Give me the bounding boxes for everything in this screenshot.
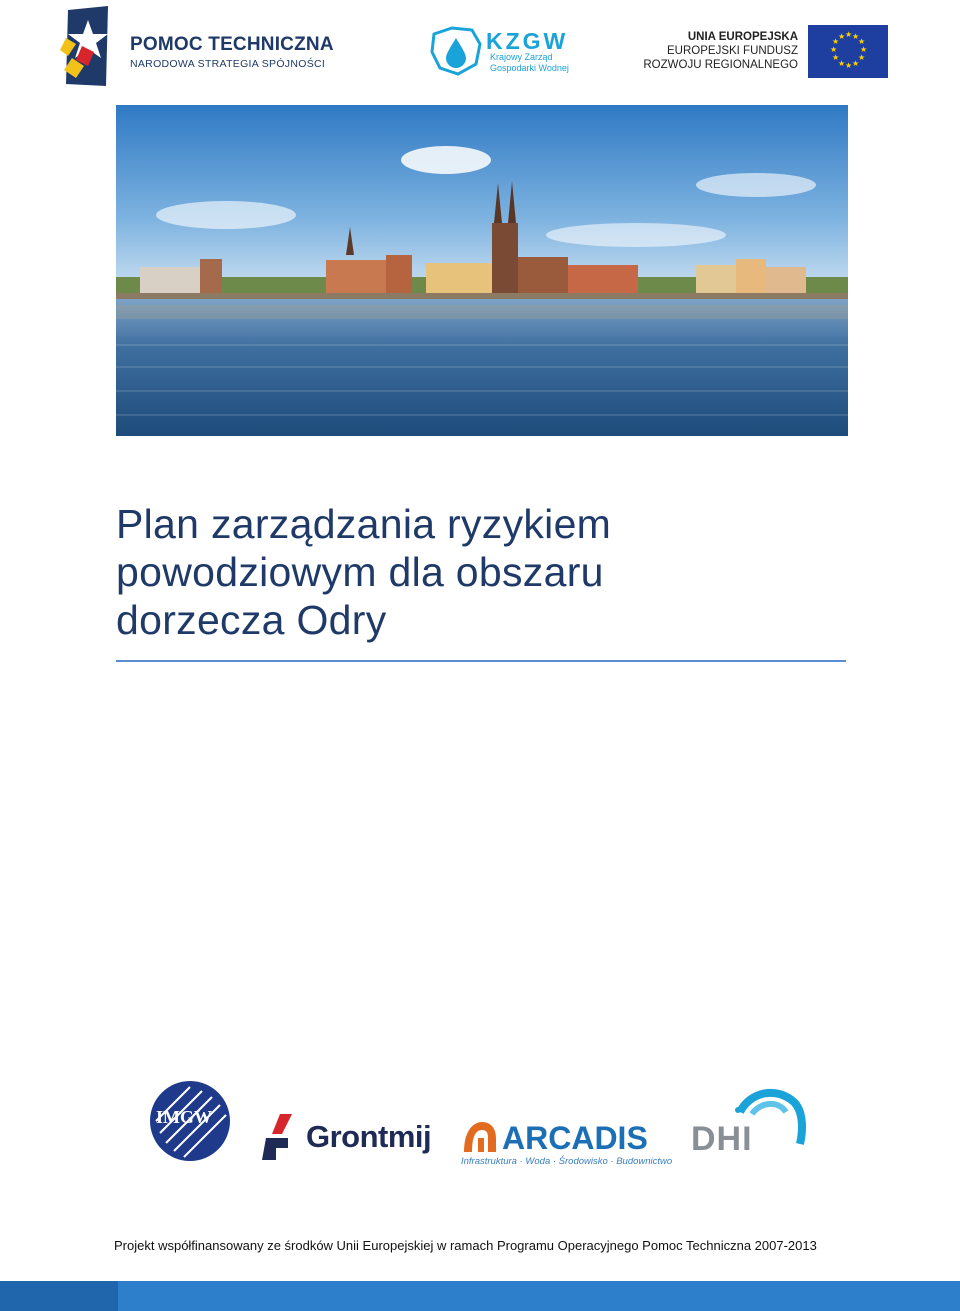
arcadis-mark-icon — [460, 1118, 500, 1158]
footer-band-accent — [0, 1281, 118, 1311]
pomoc-techniczna-title: POMOC TECHNICZNA — [130, 34, 334, 55]
svg-text:★: ★ — [845, 30, 853, 39]
title-line-1: Plan zarządzania ryzykiem — [116, 501, 612, 547]
imgw-logo — [148, 1079, 232, 1163]
grontmij-mark-icon — [258, 1112, 304, 1162]
eu-fund-label — [640, 30, 798, 72]
cofinancing-note: Projekt współfinansowany ze środków Unii Europejskiej w ramach Programu Operacyjnego Pomoc Techniczna 2007-2013 — [114, 1238, 817, 1253]
kzgw-title: KZGW — [486, 28, 569, 54]
kzgw-subtitle: Krajowy Zarząd Gospodarki Wodnej — [490, 52, 569, 73]
title-divider — [116, 660, 846, 662]
svg-text:★: ★ — [832, 53, 840, 62]
eu-line-1: UNIA EUROPEJSKA — [687, 31, 798, 43]
svg-text:★: ★ — [832, 37, 840, 46]
nss-star-icon — [58, 6, 122, 88]
svg-text:★: ★ — [858, 53, 866, 62]
arcadis-tagline: Infrastruktura · Woda · Środowisko · Budownictwo — [461, 1156, 673, 1167]
document-title — [116, 500, 856, 644]
river-panorama-photo — [116, 105, 848, 436]
grontmij-wordmark: Grontmij — [306, 1119, 432, 1154]
svg-text:★: ★ — [858, 37, 866, 46]
water-drop-map-icon — [428, 24, 484, 80]
svg-text:★: ★ — [845, 61, 853, 70]
svg-text:★: ★ — [838, 32, 846, 41]
footer-band — [0, 1281, 960, 1311]
eu-line-3: ROZWOJU REGIONALNEGO — [643, 59, 798, 71]
pomoc-techniczna-subtitle: NARODOWA STRATEGIA SPÓJNOŚCI — [130, 58, 326, 70]
svg-text:★: ★ — [860, 45, 868, 54]
svg-text:★: ★ — [852, 32, 860, 41]
title-line-2: powodziowym dla obszaru — [116, 549, 604, 595]
arcadis-wordmark: ARCADIS — [502, 1120, 648, 1156]
title-line-3: dorzecza Odry — [116, 597, 387, 643]
svg-text:★: ★ — [852, 59, 860, 68]
eu-line-2: EUROPEJSKI FUNDUSZ — [667, 45, 798, 57]
imgw-label: IMGW — [156, 1107, 212, 1127]
dhi-wordmark: DHI — [691, 1120, 753, 1158]
svg-text:★: ★ — [838, 59, 846, 68]
eu-flag-icon — [808, 25, 888, 78]
svg-text:★: ★ — [830, 45, 838, 54]
